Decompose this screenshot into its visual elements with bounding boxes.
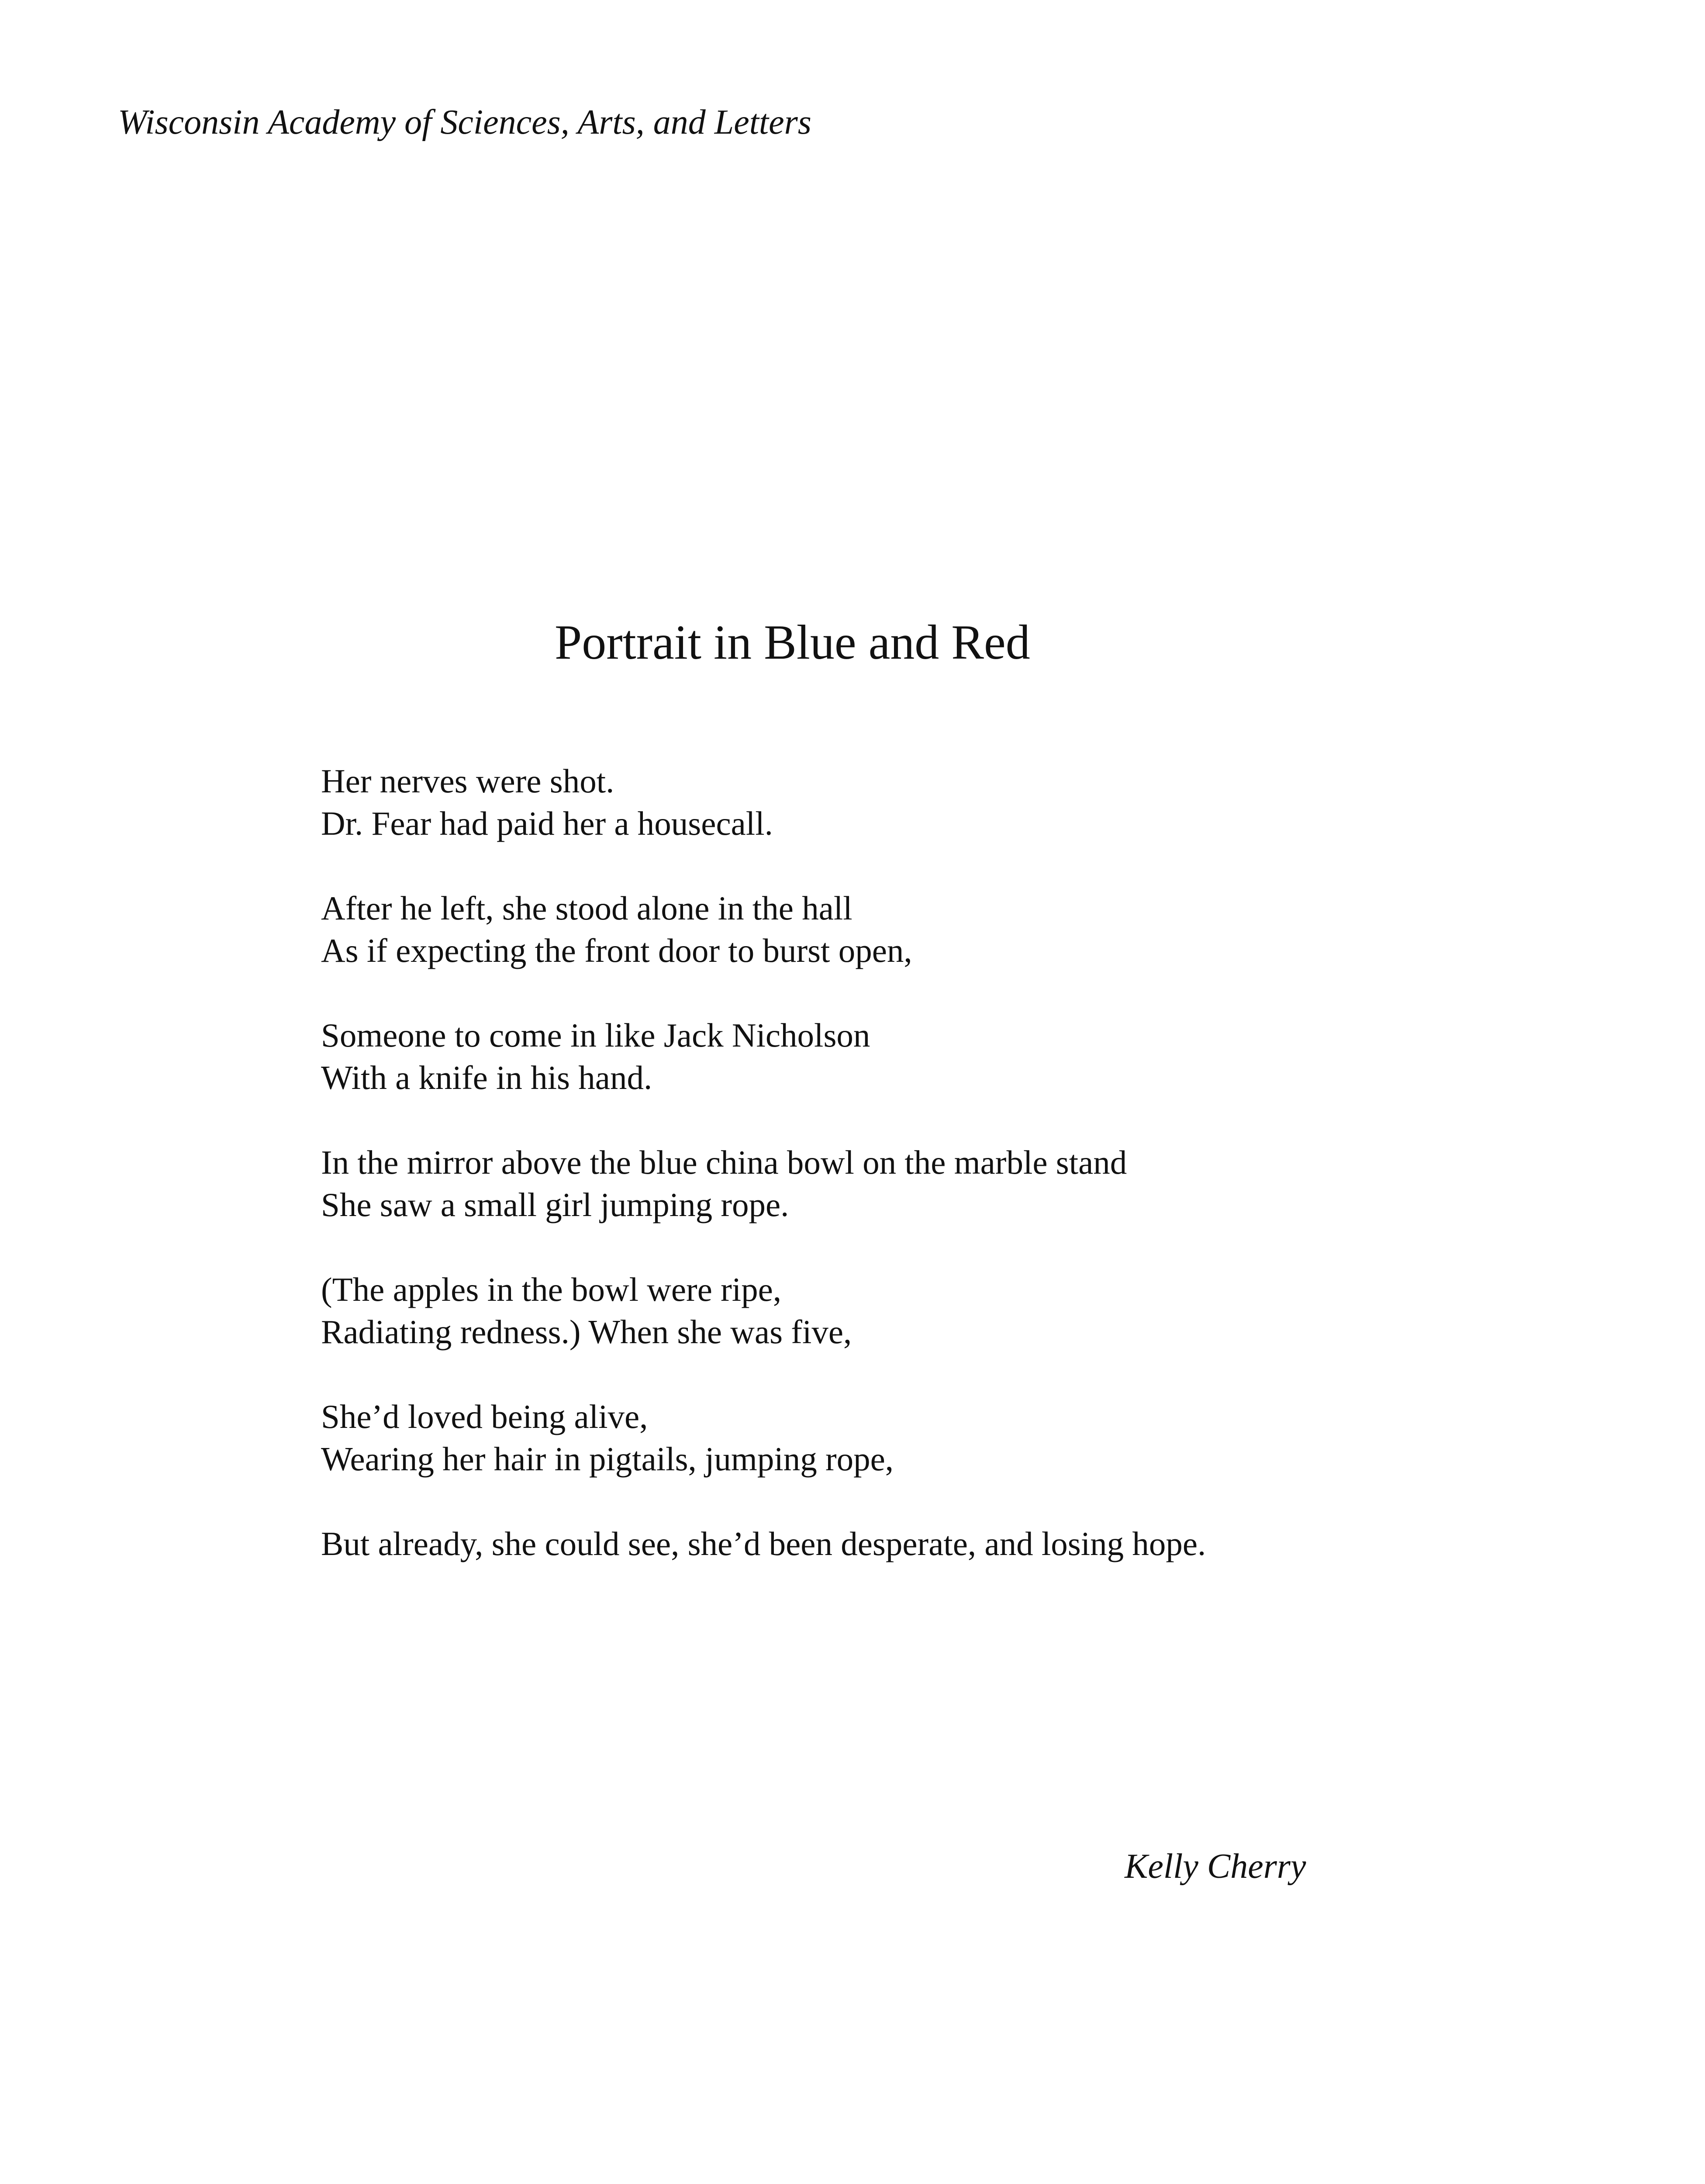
poem-line: With a knife in his hand. [321, 1059, 652, 1096]
poem-line: As if expecting the front door to burst open, [321, 932, 912, 969]
stanza-6 [321, 1396, 1456, 1480]
poem-line: She saw a small girl jumping rope. [321, 1186, 789, 1223]
poem-line: In the mirror above the blue china bowl on the marble stand [321, 1144, 1127, 1181]
poem-line: Wearing her hair in pigtails, jumping rope, [321, 1440, 894, 1478]
poem-line: Radiating redness.) When she was five, [321, 1313, 852, 1351]
poem-line: Someone to come in like Jack Nicholson [321, 1016, 870, 1054]
stanza-7 [321, 1523, 1456, 1565]
poem-title: Portrait in Blue and Red [555, 615, 1030, 670]
stanza-1 [321, 760, 1456, 845]
stanza-2 [321, 887, 1456, 972]
stanza-4 [321, 1141, 1456, 1226]
stanza-3 [321, 1014, 1456, 1099]
poem-line: But already, she could see, she’d been desperate, and losing hope. [321, 1525, 1206, 1562]
poem-line: After he left, she stood alone in the hall [321, 889, 852, 927]
poem-line: (The apples in the bowl were ripe, [321, 1271, 782, 1308]
poem-line: Dr. Fear had paid her a housecall. [321, 805, 773, 842]
poem-author: Kelly Cherry [1125, 1847, 1306, 1886]
running-head: Wisconsin Academy of Sciences, Arts, and Letters [118, 103, 811, 142]
poem-line: Her nerves were shot. [321, 762, 614, 800]
stanza-5 [321, 1268, 1456, 1353]
poem-line: She’d loved being alive, [321, 1398, 648, 1435]
poem-body [321, 760, 1456, 1607]
